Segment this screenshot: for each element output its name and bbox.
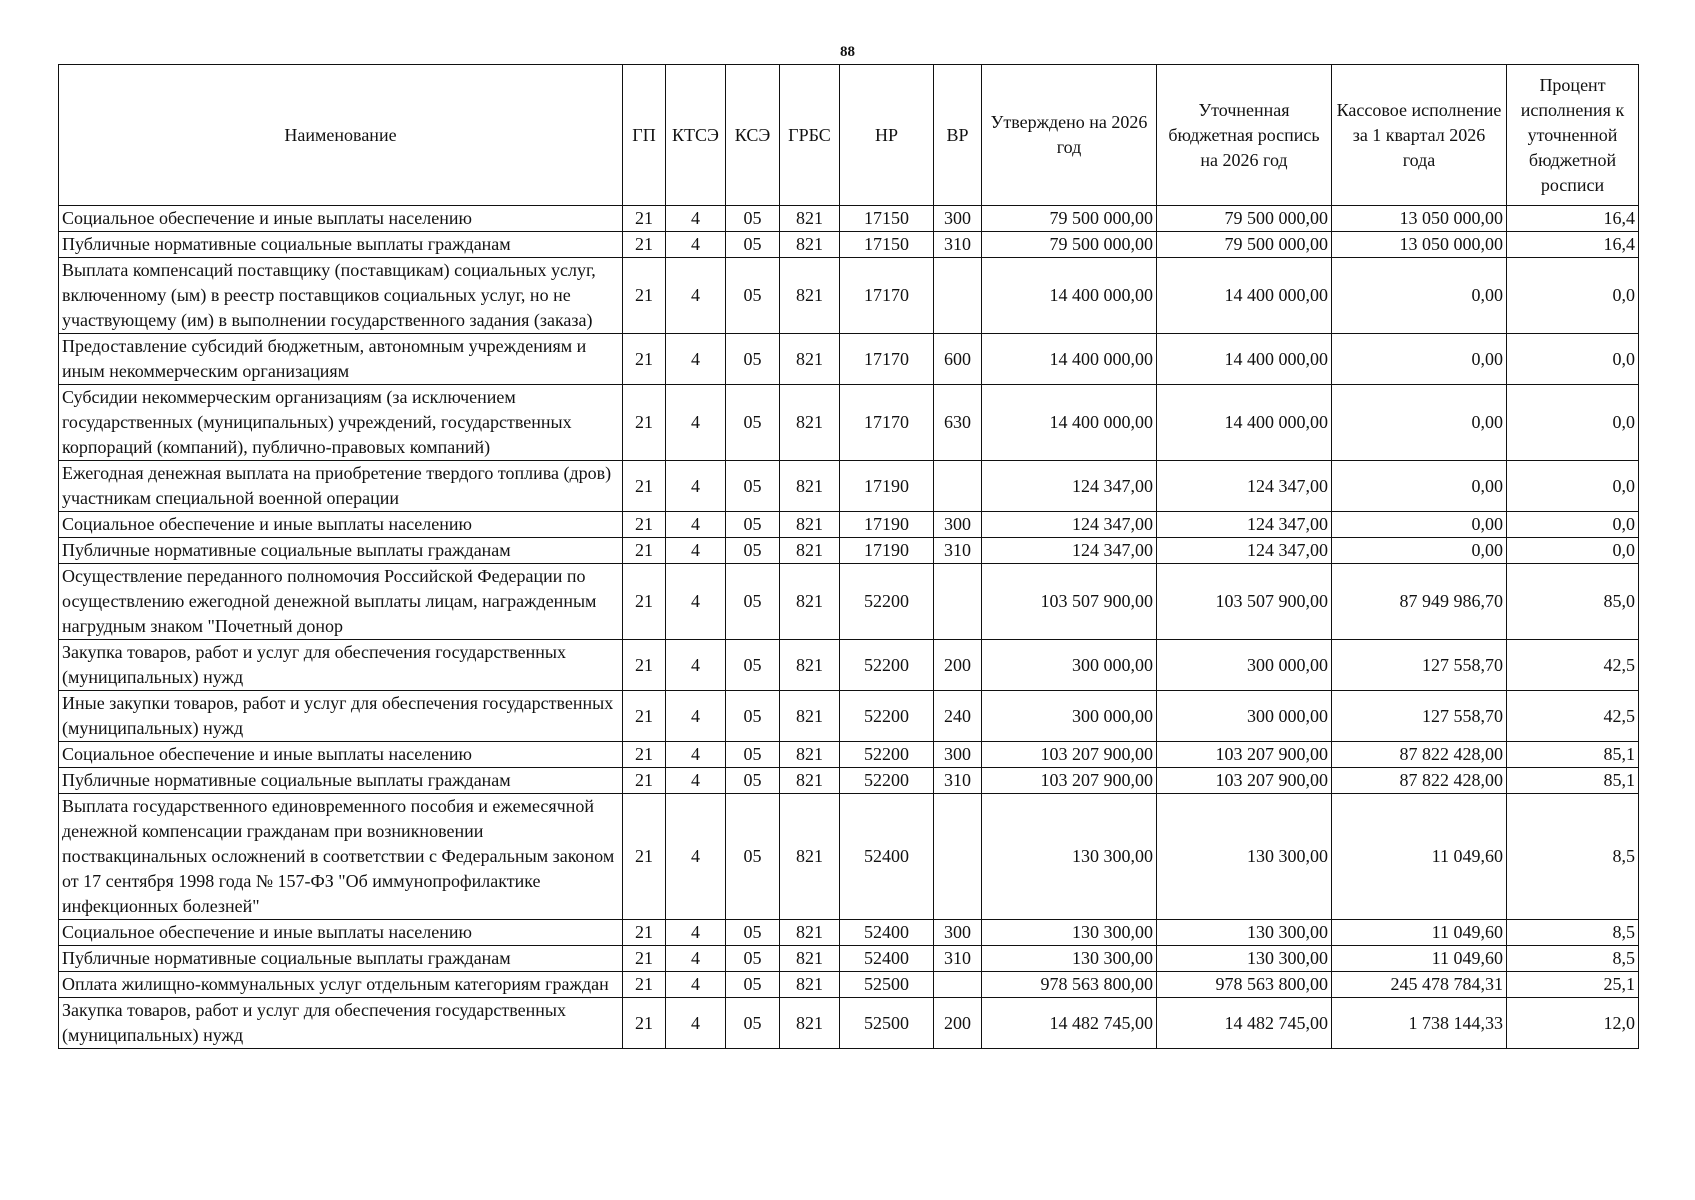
cell-cash: 127 558,70 [1332, 640, 1507, 691]
cell-vr: 240 [934, 691, 982, 742]
cell-vr: 310 [934, 946, 982, 972]
cell-grbs: 821 [780, 920, 840, 946]
table-row [59, 206, 1639, 232]
cell-nr: 17190 [840, 538, 934, 564]
cell-nr: 52500 [840, 998, 934, 1049]
cell-ktse: 4 [666, 946, 726, 972]
cell-nr: 17150 [840, 206, 934, 232]
cell-refined: 79 500 000,00 [1157, 206, 1332, 232]
cell-nr: 17190 [840, 461, 934, 512]
cell-gp: 21 [623, 564, 666, 640]
cell-approved: 14 400 000,00 [982, 385, 1157, 461]
cell-approved: 14 400 000,00 [982, 258, 1157, 334]
cell-nr: 17170 [840, 258, 934, 334]
cell-kse: 05 [726, 461, 780, 512]
header-ktse: КТСЭ [666, 65, 726, 206]
cell-percent: 42,5 [1507, 640, 1639, 691]
cell-ktse: 4 [666, 794, 726, 920]
cell-kse: 05 [726, 998, 780, 1049]
cell-nr: 52400 [840, 794, 934, 920]
cell-cash: 0,00 [1332, 258, 1507, 334]
cell-vr: 310 [934, 768, 982, 794]
cell-cash: 245 478 784,31 [1332, 972, 1507, 998]
table-row [59, 972, 1639, 998]
cell-kse: 05 [726, 334, 780, 385]
table-row [59, 998, 1639, 1049]
cell-vr: 200 [934, 998, 982, 1049]
cell-approved: 124 347,00 [982, 512, 1157, 538]
cell-vr [934, 258, 982, 334]
cell-ktse: 4 [666, 564, 726, 640]
cell-percent: 0,0 [1507, 334, 1639, 385]
cell-approved: 130 300,00 [982, 920, 1157, 946]
cell-gp: 21 [623, 742, 666, 768]
cell-grbs: 821 [780, 258, 840, 334]
cell-approved: 79 500 000,00 [982, 206, 1157, 232]
header-approved: Утверждено на 2026 год [982, 65, 1157, 206]
header-row [59, 65, 1639, 206]
cell-percent: 0,0 [1507, 512, 1639, 538]
cell-gp: 21 [623, 512, 666, 538]
cell-kse: 05 [726, 564, 780, 640]
cell-vr: 200 [934, 640, 982, 691]
cell-kse: 05 [726, 640, 780, 691]
cell-gp: 21 [623, 794, 666, 920]
cell-percent: 0,0 [1507, 258, 1639, 334]
cell-kse: 05 [726, 691, 780, 742]
cell-name: Публичные нормативные социальные выплаты гражданам [59, 946, 623, 972]
cell-refined: 124 347,00 [1157, 538, 1332, 564]
header-vr: ВР [934, 65, 982, 206]
cell-vr: 630 [934, 385, 982, 461]
cell-percent: 0,0 [1507, 461, 1639, 512]
cell-gp: 21 [623, 385, 666, 461]
page-number: 88 [840, 44, 855, 60]
cell-percent: 16,4 [1507, 206, 1639, 232]
cell-grbs: 821 [780, 946, 840, 972]
cell-grbs: 821 [780, 232, 840, 258]
cell-refined: 103 207 900,00 [1157, 768, 1332, 794]
header-percent: Процент исполнения к уточненной бюджетной росписи [1507, 65, 1639, 206]
cell-cash: 0,00 [1332, 538, 1507, 564]
table-row [59, 794, 1639, 920]
cell-kse: 05 [726, 920, 780, 946]
cell-kse: 05 [726, 385, 780, 461]
cell-name: Выплата компенсаций поставщику (поставщикам) социальных услуг, включенному (ым) в реестр поставщиков социальных услуг, но не участвующему (им) в выполнении государственного задания (заказа) [59, 258, 623, 334]
cell-ktse: 4 [666, 768, 726, 794]
cell-nr: 52200 [840, 640, 934, 691]
cell-vr [934, 461, 982, 512]
cell-approved: 130 300,00 [982, 946, 1157, 972]
cell-ktse: 4 [666, 206, 726, 232]
cell-gp: 21 [623, 768, 666, 794]
cell-vr [934, 972, 982, 998]
table-row [59, 512, 1639, 538]
cell-nr: 52400 [840, 920, 934, 946]
cell-grbs: 821 [780, 794, 840, 920]
header-grbs: ГРБС [780, 65, 840, 206]
cell-gp: 21 [623, 998, 666, 1049]
cell-name: Социальное обеспечение и иные выплаты населению [59, 206, 623, 232]
cell-vr: 300 [934, 920, 982, 946]
cell-approved: 79 500 000,00 [982, 232, 1157, 258]
cell-kse: 05 [726, 258, 780, 334]
cell-ktse: 4 [666, 258, 726, 334]
cell-gp: 21 [623, 258, 666, 334]
cell-name: Иные закупки товаров, работ и услуг для обеспечения государственных (муниципальных) нужд [59, 691, 623, 742]
cell-refined: 124 347,00 [1157, 461, 1332, 512]
table-body [59, 206, 1639, 1049]
cell-approved: 14 400 000,00 [982, 334, 1157, 385]
cell-cash: 11 049,60 [1332, 946, 1507, 972]
table-row [59, 640, 1639, 691]
cell-nr: 52200 [840, 742, 934, 768]
cell-grbs: 821 [780, 742, 840, 768]
cell-vr: 310 [934, 232, 982, 258]
cell-refined: 14 400 000,00 [1157, 334, 1332, 385]
cell-ktse: 4 [666, 640, 726, 691]
cell-refined: 14 400 000,00 [1157, 258, 1332, 334]
cell-grbs: 821 [780, 334, 840, 385]
cell-name: Субсидии некоммерческим организациям (за исключением государственных (муниципальных) учреждений, государственных корпораций (компаний), публично-правовых компаний) [59, 385, 623, 461]
cell-ktse: 4 [666, 920, 726, 946]
cell-nr: 52200 [840, 691, 934, 742]
cell-percent: 8,5 [1507, 946, 1639, 972]
cell-name: Выплата государственного единовременного пособия и ежемесячной денежной компенсации гражданам при возникновении поствакцинальных осложнений в соответствии с Федеральным законом от 17 сентября 1998 года № 157-ФЗ "Об иммунопрофилактике инфекционных болезней" [59, 794, 623, 920]
table-row [59, 334, 1639, 385]
cell-vr [934, 794, 982, 920]
cell-gp: 21 [623, 206, 666, 232]
table-row [59, 385, 1639, 461]
cell-ktse: 4 [666, 385, 726, 461]
cell-cash: 0,00 [1332, 385, 1507, 461]
cell-name: Предоставление субсидий бюджетным, автономным учреждениям и иным некоммерческим организациям [59, 334, 623, 385]
cell-name: Социальное обеспечение и иные выплаты населению [59, 742, 623, 768]
table-row [59, 742, 1639, 768]
cell-cash: 1 738 144,33 [1332, 998, 1507, 1049]
cell-approved: 130 300,00 [982, 794, 1157, 920]
cell-percent: 0,0 [1507, 385, 1639, 461]
cell-grbs: 821 [780, 564, 840, 640]
cell-cash: 11 049,60 [1332, 794, 1507, 920]
cell-ktse: 4 [666, 461, 726, 512]
cell-cash: 13 050 000,00 [1332, 206, 1507, 232]
cell-name: Публичные нормативные социальные выплаты гражданам [59, 768, 623, 794]
cell-gp: 21 [623, 946, 666, 972]
cell-grbs: 821 [780, 538, 840, 564]
cell-nr: 17170 [840, 385, 934, 461]
header-gp: ГП [623, 65, 666, 206]
cell-refined: 14 400 000,00 [1157, 385, 1332, 461]
cell-gp: 21 [623, 972, 666, 998]
cell-percent: 0,0 [1507, 538, 1639, 564]
cell-percent: 8,5 [1507, 794, 1639, 920]
cell-grbs: 821 [780, 206, 840, 232]
cell-grbs: 821 [780, 461, 840, 512]
cell-vr [934, 564, 982, 640]
cell-approved: 103 207 900,00 [982, 742, 1157, 768]
cell-kse: 05 [726, 206, 780, 232]
cell-kse: 05 [726, 742, 780, 768]
cell-gp: 21 [623, 920, 666, 946]
table-row [59, 691, 1639, 742]
header-nr: НР [840, 65, 934, 206]
cell-grbs: 821 [780, 640, 840, 691]
cell-nr: 17190 [840, 512, 934, 538]
cell-cash: 0,00 [1332, 512, 1507, 538]
table-row [59, 946, 1639, 972]
cell-refined: 124 347,00 [1157, 512, 1332, 538]
cell-kse: 05 [726, 232, 780, 258]
cell-refined: 103 207 900,00 [1157, 742, 1332, 768]
cell-percent: 85,1 [1507, 768, 1639, 794]
cell-approved: 978 563 800,00 [982, 972, 1157, 998]
cell-kse: 05 [726, 512, 780, 538]
cell-grbs: 821 [780, 998, 840, 1049]
cell-approved: 103 507 900,00 [982, 564, 1157, 640]
header-kse: КСЭ [726, 65, 780, 206]
cell-cash: 87 949 986,70 [1332, 564, 1507, 640]
cell-ktse: 4 [666, 998, 726, 1049]
cell-ktse: 4 [666, 512, 726, 538]
table-row [59, 768, 1639, 794]
cell-name: Социальное обеспечение и иные выплаты населению [59, 920, 623, 946]
cell-percent: 42,5 [1507, 691, 1639, 742]
cell-refined: 130 300,00 [1157, 946, 1332, 972]
cell-name: Ежегодная денежная выплата на приобретение твердого топлива (дров) участникам специальной военной операции [59, 461, 623, 512]
cell-percent: 25,1 [1507, 972, 1639, 998]
cell-grbs: 821 [780, 385, 840, 461]
cell-nr: 52200 [840, 768, 934, 794]
cell-name: Публичные нормативные социальные выплаты гражданам [59, 232, 623, 258]
cell-kse: 05 [726, 946, 780, 972]
table-row [59, 538, 1639, 564]
header-refined: Уточненная бюджетная роспись на 2026 год [1157, 65, 1332, 206]
cell-ktse: 4 [666, 742, 726, 768]
cell-kse: 05 [726, 794, 780, 920]
cell-refined: 300 000,00 [1157, 691, 1332, 742]
cell-kse: 05 [726, 972, 780, 998]
cell-cash: 87 822 428,00 [1332, 742, 1507, 768]
cell-ktse: 4 [666, 538, 726, 564]
cell-cash: 13 050 000,00 [1332, 232, 1507, 258]
cell-name: Закупка товаров, работ и услуг для обеспечения государственных (муниципальных) нужд [59, 998, 623, 1049]
cell-name: Закупка товаров, работ и услуг для обеспечения государственных (муниципальных) нужд [59, 640, 623, 691]
cell-approved: 300 000,00 [982, 691, 1157, 742]
cell-nr: 17150 [840, 232, 934, 258]
cell-nr: 52200 [840, 564, 934, 640]
cell-refined: 14 482 745,00 [1157, 998, 1332, 1049]
cell-approved: 103 207 900,00 [982, 768, 1157, 794]
cell-refined: 79 500 000,00 [1157, 232, 1332, 258]
cell-gp: 21 [623, 461, 666, 512]
cell-vr: 310 [934, 538, 982, 564]
cell-percent: 8,5 [1507, 920, 1639, 946]
cell-ktse: 4 [666, 691, 726, 742]
cell-nr: 52500 [840, 972, 934, 998]
cell-refined: 300 000,00 [1157, 640, 1332, 691]
cell-gp: 21 [623, 232, 666, 258]
cell-vr: 300 [934, 512, 982, 538]
cell-approved: 124 347,00 [982, 538, 1157, 564]
budget-execution-table [58, 64, 1639, 1049]
cell-refined: 130 300,00 [1157, 920, 1332, 946]
cell-percent: 85,1 [1507, 742, 1639, 768]
cell-ktse: 4 [666, 232, 726, 258]
cell-cash: 127 558,70 [1332, 691, 1507, 742]
cell-cash: 11 049,60 [1332, 920, 1507, 946]
cell-name: Публичные нормативные социальные выплаты гражданам [59, 538, 623, 564]
table-row [59, 564, 1639, 640]
cell-ktse: 4 [666, 972, 726, 998]
cell-nr: 52400 [840, 946, 934, 972]
cell-kse: 05 [726, 538, 780, 564]
cell-grbs: 821 [780, 512, 840, 538]
table-row [59, 232, 1639, 258]
cell-gp: 21 [623, 538, 666, 564]
cell-gp: 21 [623, 691, 666, 742]
cell-name: Оплата жилищно-коммунальных услуг отдельным категориям граждан [59, 972, 623, 998]
table-row [59, 920, 1639, 946]
cell-gp: 21 [623, 640, 666, 691]
header-name: Наименование [59, 65, 623, 206]
cell-ktse: 4 [666, 334, 726, 385]
cell-gp: 21 [623, 334, 666, 385]
cell-vr: 300 [934, 206, 982, 232]
cell-percent: 16,4 [1507, 232, 1639, 258]
cell-cash: 0,00 [1332, 461, 1507, 512]
cell-kse: 05 [726, 768, 780, 794]
cell-grbs: 821 [780, 691, 840, 742]
cell-nr: 17170 [840, 334, 934, 385]
cell-name: Осуществление переданного полномочия Российской Федерации по осуществлению ежегодной денежной выплаты лицам, награжденным нагрудным знаком "Почетный донор [59, 564, 623, 640]
cell-name: Социальное обеспечение и иные выплаты населению [59, 512, 623, 538]
cell-percent: 12,0 [1507, 998, 1639, 1049]
cell-grbs: 821 [780, 768, 840, 794]
cell-approved: 14 482 745,00 [982, 998, 1157, 1049]
cell-cash: 87 822 428,00 [1332, 768, 1507, 794]
cell-percent: 85,0 [1507, 564, 1639, 640]
header-cash: Кассовое исполнение за 1 квартал 2026 года [1332, 65, 1507, 206]
cell-approved: 300 000,00 [982, 640, 1157, 691]
cell-refined: 103 507 900,00 [1157, 564, 1332, 640]
table-row [59, 461, 1639, 512]
table-row [59, 258, 1639, 334]
cell-grbs: 821 [780, 972, 840, 998]
cell-refined: 130 300,00 [1157, 794, 1332, 920]
cell-vr: 300 [934, 742, 982, 768]
cell-vr: 600 [934, 334, 982, 385]
cell-refined: 978 563 800,00 [1157, 972, 1332, 998]
cell-cash: 0,00 [1332, 334, 1507, 385]
cell-approved: 124 347,00 [982, 461, 1157, 512]
